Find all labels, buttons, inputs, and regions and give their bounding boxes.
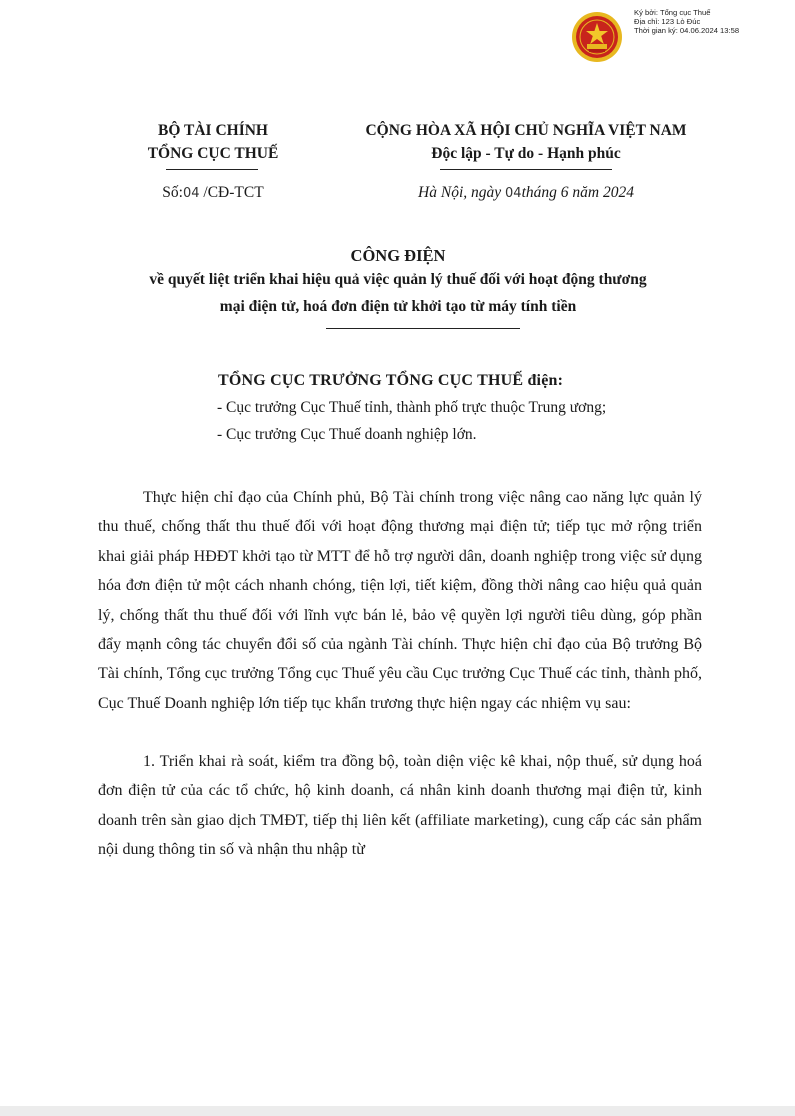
document-subtitle-line1: về quyết liệt triển khai hiệu quả việc quản lý thuế đối với hoạt động thương [149, 271, 647, 288]
department-name: TỔNG CỤC THUẾ [147, 145, 279, 162]
paragraph-text: 1. Triển khai rà soát, kiểm tra đồng bộ, toàn diện việc kê khai, nộp thuế, sử dụng hoá đơn điện tử của các tổ chức, hộ kinh doanh, cá nhân kinh doanh thương mại điện tử, kinh doanh trên sàn giao dịch TMĐT, tiếp thị liên kết (affiliate marketing), cung cấp các sản phẩm nội dung thông tin số và nhận thu nhập từ [98, 753, 702, 859]
signature-signer: Ký bởi: Tổng cục Thuế [634, 8, 711, 17]
body-paragraph-1 [98, 483, 702, 718]
recipient-item: - Cục trưởng Cục Thuế doanh nghiệp lớn. [217, 426, 477, 443]
date-line [330, 184, 722, 202]
national-motto: Độc lập - Tự do - Hạnh phúc [431, 145, 621, 162]
document-number [113, 184, 313, 202]
document-subtitle-line2: mại điện tử, hoá đơn điện tử khởi tạo từ máy tính tiền [219, 298, 577, 315]
country-name: CỘNG HÒA XÃ HỘI CHỦ NGHĨA VIỆT NAM [365, 122, 687, 139]
tax-department-seal-icon [571, 11, 623, 63]
doc-number-handwritten: 04 [182, 186, 200, 201]
body-paragraph-2 [98, 747, 702, 865]
date-month: 6 [560, 184, 569, 201]
doc-number-prefix: Số: [162, 184, 183, 201]
digital-signature-info [634, 8, 739, 35]
doc-number-suffix: /CĐ-TCT [203, 184, 264, 201]
motto-underline [440, 169, 612, 170]
recipient-item: - Cục trưởng Cục Thuế tỉnh, thành phố trực thuộc Trung ương; [217, 399, 607, 416]
department-underline [166, 169, 258, 170]
title-underline [326, 328, 520, 329]
ministry-name: BỘ TÀI CHÍNH [158, 122, 268, 139]
date-prefix: Hà Nội, ngày [418, 184, 502, 201]
sender-line: TỔNG CỤC TRƯỞNG TỔNG CỤC THUẾ điện: [218, 372, 564, 389]
date-year: năm 2024 [572, 184, 634, 201]
date-day-handwritten: 04 [505, 186, 522, 201]
page-bottom-edge [0, 1106, 795, 1116]
signature-time: Thời gian ký: 04.06.2024 13:58 [634, 26, 740, 35]
date-month-label: tháng [521, 184, 557, 201]
document-type-heading: CÔNG ĐIỆN [350, 246, 446, 265]
paragraph-text: Thực hiện chỉ đạo của Chính phủ, Bộ Tài chính trong việc nâng cao năng lực quản lý thu thuế, chống thất thu thuế đối với hoạt động thương mại điện tử; tiếp tục mở rộng triển khai giải pháp HĐĐT khởi tạo từ MTT để hỗ trợ người dân, doanh nghiệp trong việc sử dụng hóa đơn điện tử một cách nhanh chóng, tiện lợi, tiết kiệm, đồng thời nâng cao hiệu quả quản lý, chống thất thu thuế đối với lĩnh vực bán lẻ, bảo vệ quyền lợi người tiêu dùng, góp phần đẩy mạnh công tác chuyển đổi số của ngành Tài chính. Thực hiện chỉ đạo của Bộ trưởng Bộ Tài chính, Tổng cục trưởng Tổng cục Thuế yêu cầu Cục trưởng Cục Thuế các tỉnh, thành phố, Cục Thuế Doanh nghiệp lớn tiếp tục khẩn trương thực hiện ngay các nhiệm vụ sau: [98, 489, 702, 712]
signature-address: Địa chỉ: 123 Lò Đúc [634, 17, 701, 26]
